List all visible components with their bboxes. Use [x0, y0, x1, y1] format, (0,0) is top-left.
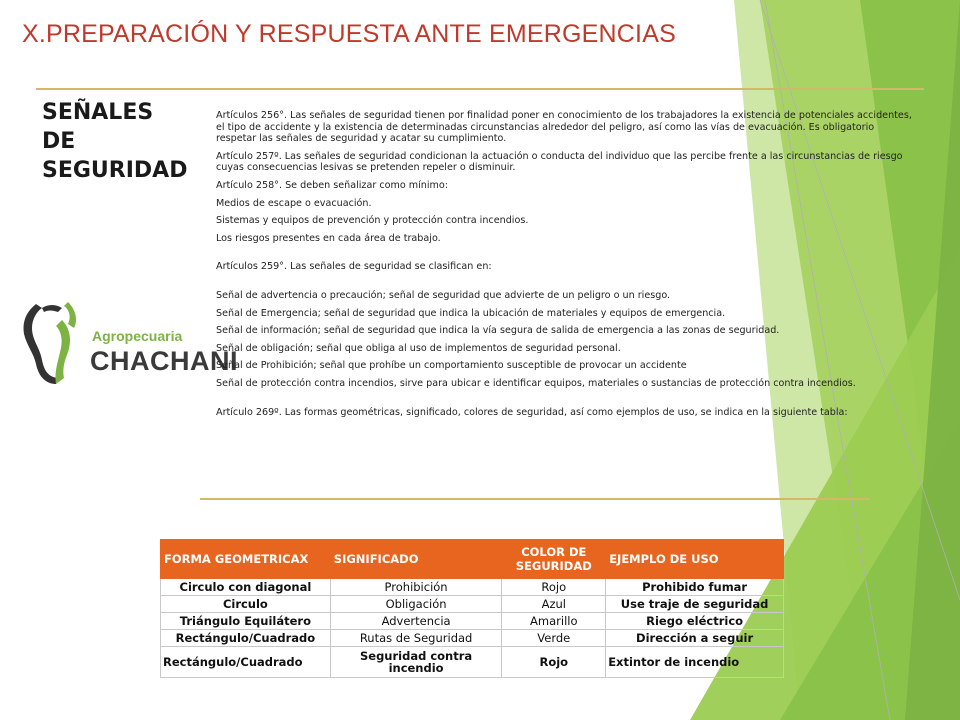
article-paragraph: Los riesgos presentes en cada área de trabajo.: [216, 232, 441, 244]
article-paragraph: Señal de Prohibición; señal que prohíbe un comportamiento susceptible de provocar un accidente: [216, 360, 687, 372]
article-paragraph: Artículo 257º. Las señales de seguridad condicionan la actuación o conducta del individuo que las percibe frente a las circunstancias de riesgo cuyas consecuencias lesivas se pretenden repeler o disminuir.: [216, 150, 903, 174]
article-paragraph: Artículo 258°. Se deben señalizar como mínimo:: [216, 179, 448, 191]
column-header-significado: SIGNIFICADO: [330, 540, 502, 579]
table-cell: Extintor de incendio: [606, 647, 784, 678]
table-cell: Rutas de Seguridad: [330, 630, 502, 647]
article-paragraph: Artículos 256°. Las señales de seguridad tienen por finalidad poner en conocimiento de los trabajadores la existencia de potenciales accidentes, el tipo de accidente y la existencia de determinadas circunstancias alrededor del peligro, así como las vías de evacuación. Es obligatorio respetar las señales de seguridad y acatar su cumplimiento.: [216, 110, 912, 145]
article-paragraph: Señal de obligación; señal que obliga al uso de implementos de seguridad personal.: [216, 342, 621, 354]
table-cell: Rectángulo/Cuadrado: [161, 647, 331, 678]
article-paragraph: Señal de Emergencia; señal de seguridad que indica la ubicación de materiales y equipos de emergencia.: [216, 307, 726, 319]
table-cell: Triángulo Equilátero: [161, 613, 331, 630]
table-cell: Advertencia: [330, 613, 502, 630]
column-header-forma: FORMA GEOMETRICAX: [161, 540, 331, 579]
page-title: X.PREPARACIÓN Y RESPUESTA ANTE EMERGENCIAS: [22, 20, 676, 48]
table-cell: Prohibido fumar: [606, 579, 784, 596]
cow-head-icon: [18, 298, 88, 390]
column-header-ejemplo: EJEMPLO DE USO: [606, 540, 784, 579]
logo-text-chachani: CHACHANI: [90, 346, 238, 376]
table-cell: Riego eléctrico: [606, 613, 784, 630]
article-paragraph: Medios de escape o evacuación.: [216, 197, 372, 209]
logo-text-agropecuaria: Agropecuaria: [92, 328, 183, 344]
table-cell: Use traje de seguridad: [606, 596, 784, 613]
table-cell: Seguridad contra incendio: [330, 647, 502, 678]
table-header-row: [161, 540, 784, 579]
table-cell: Amarillo: [502, 613, 606, 630]
article-paragraph: Señal de información; señal de seguridad que indica la vía segura de salida de emergencia a las zonas de seguridad.: [216, 325, 780, 337]
top-divider: [36, 88, 924, 90]
article-paragraph: Artículo 269º. Las formas geométricas, significado, colores de seguridad, así como ejemplos de uso, se indica en la siguiente tabla:: [216, 406, 848, 418]
table-cell: Dirección a seguir: [606, 630, 784, 647]
safety-signs-table: [160, 539, 784, 678]
table-row: [161, 630, 784, 647]
section-heading-line: SEÑALES: [42, 100, 154, 125]
column-header-color: COLOR DE SEGURIDAD: [502, 540, 606, 579]
section-heading-line: SEGURIDAD: [42, 158, 188, 183]
table-cell: Azul: [502, 596, 606, 613]
section-heading: [42, 98, 187, 185]
company-logo: [18, 298, 238, 390]
table-row: [161, 596, 784, 613]
article-paragraph: Sistemas y equipos de prevención y protección contra incendios.: [216, 215, 529, 227]
table-cell: Prohibición: [330, 579, 502, 596]
article-paragraph: Señal de protección contra incendios, sirve para ubicar e identificar equipos, materiales o sustancias de protección contra incendios.: [216, 377, 856, 389]
table-cell: Rojo: [502, 647, 606, 678]
table-cell: Circulo: [161, 596, 331, 613]
table-cell: Obligación: [330, 596, 502, 613]
article-paragraph: Artículos 259°. Las señales de seguridad se clasifican en:: [216, 261, 492, 273]
table-cell: Rectángulo/Cuadrado: [161, 630, 331, 647]
table-cell: Rojo: [502, 579, 606, 596]
table-cell: Circulo con diagonal: [161, 579, 331, 596]
article-text: [216, 110, 912, 424]
article-paragraph: Señal de advertencia o precaución; señal de seguridad que advierte de un peligro o un riesgo.: [216, 289, 671, 301]
section-heading-line: DE: [42, 129, 76, 154]
bottom-divider: [200, 498, 870, 500]
table-row: [161, 579, 784, 596]
table-row: [161, 613, 784, 630]
table-row: [161, 647, 784, 678]
table-cell: Verde: [502, 630, 606, 647]
